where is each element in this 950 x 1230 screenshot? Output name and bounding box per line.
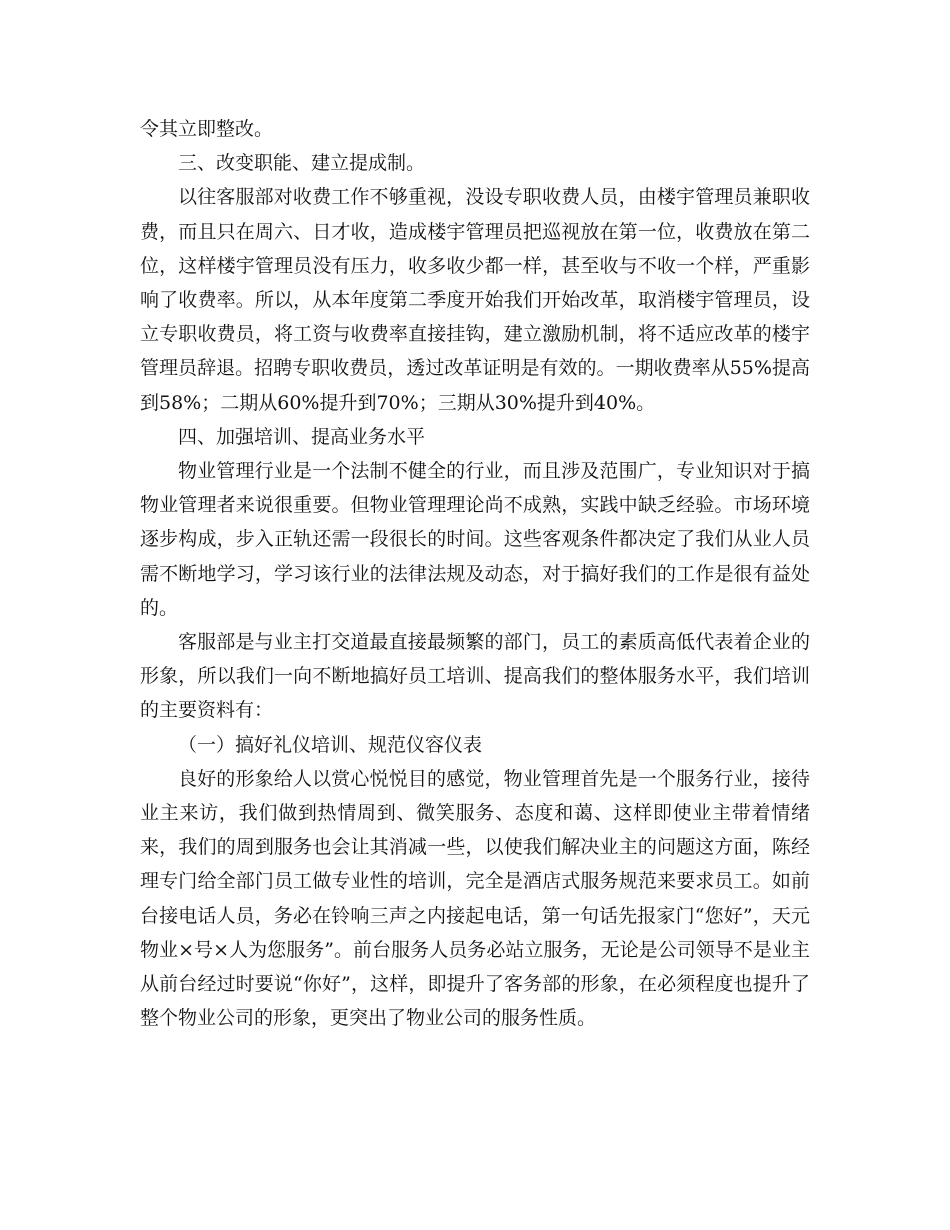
section-heading-4: 四、加强培训、提高业务水平 [178,425,426,448]
paragraph-etiquette: 良好的形象给人以赏心悦悦目的感觉，物业管理首先是一个服务行业，接待业主来访，我们做到热情周到、微笑服务、态度和蔼、这样即使业主带着情绪来，我们的周到服务也会让其消减一些，以使我们解决业主的问题这方面，陈经理专门给全部门员工做专业性的培训，完全是酒店式服务规范来要求员工。如前台接电话人员，务必在铃响三声之内接起电话，第一句话先报家门“您好”，天元物业×号×人为您服务”。前台服务人员务必站立服务，无论是公司领导不是业主从前台经过时要说“你好”，这样，即提升了客务部的形象，在必须程度也提升了整个物业公司的形象，更突出了物业公司的服务性质。 [140,767,810,1030]
paragraph-fee-reform: 以往客服部对收费工作不够重视，没设专职收费人员，由楼宇管理员兼职收费，而且只在周六、日才收，造成楼宇管理员把巡视放在第一位，收费放在第二位，这样楼宇管理员没有压力，收多收少都一样，甚至收与不收一个样，严重影响了收费率。所以，从本年度第二季度开始我们开始改革，取消楼宇管理员，设立专职收费员，将工资与收费率直接挂钩，建立激励机制，将不适应改革的楼宇管理员辞退。招聘专职收费员，透过改革证明是有效的。一期收费率从55%提高到58%；二期从60%提升到70%；三期从30%提升到40%。 [140,186,810,414]
paragraph-industry-training: 物业管理行业是一个法制不健全的行业，而且涉及范围广，专业知识对于搞物业管理者来说很重要。但物业管理理论尚不成熟，实践中缺乏经验。市场环境逐步构成，步入正轨还需一段很长的时间。这些客观条件都决定了我们从业人员需不断地学习，学习该行业的法律法规及动态，对于搞好我们的工作是很有益处的。 [140,460,810,619]
document-page [140,112,810,1035]
paragraph-customer-service: 客服部是与业主打交道最直接最频繁的部门，员工的素质高低代表着企业的形象，所以我们一向不断地搞好员工培训、提高我们的整体服务水平，我们培训的主要资料有： [140,631,810,722]
subsection-heading-1: （一）搞好礼仪培训、规范仪容仪表 [178,733,483,756]
section-heading-3: 三、改变职能、建立提成制。 [178,152,426,175]
paragraph-continuation: 令其立即整改。 [140,118,274,140]
